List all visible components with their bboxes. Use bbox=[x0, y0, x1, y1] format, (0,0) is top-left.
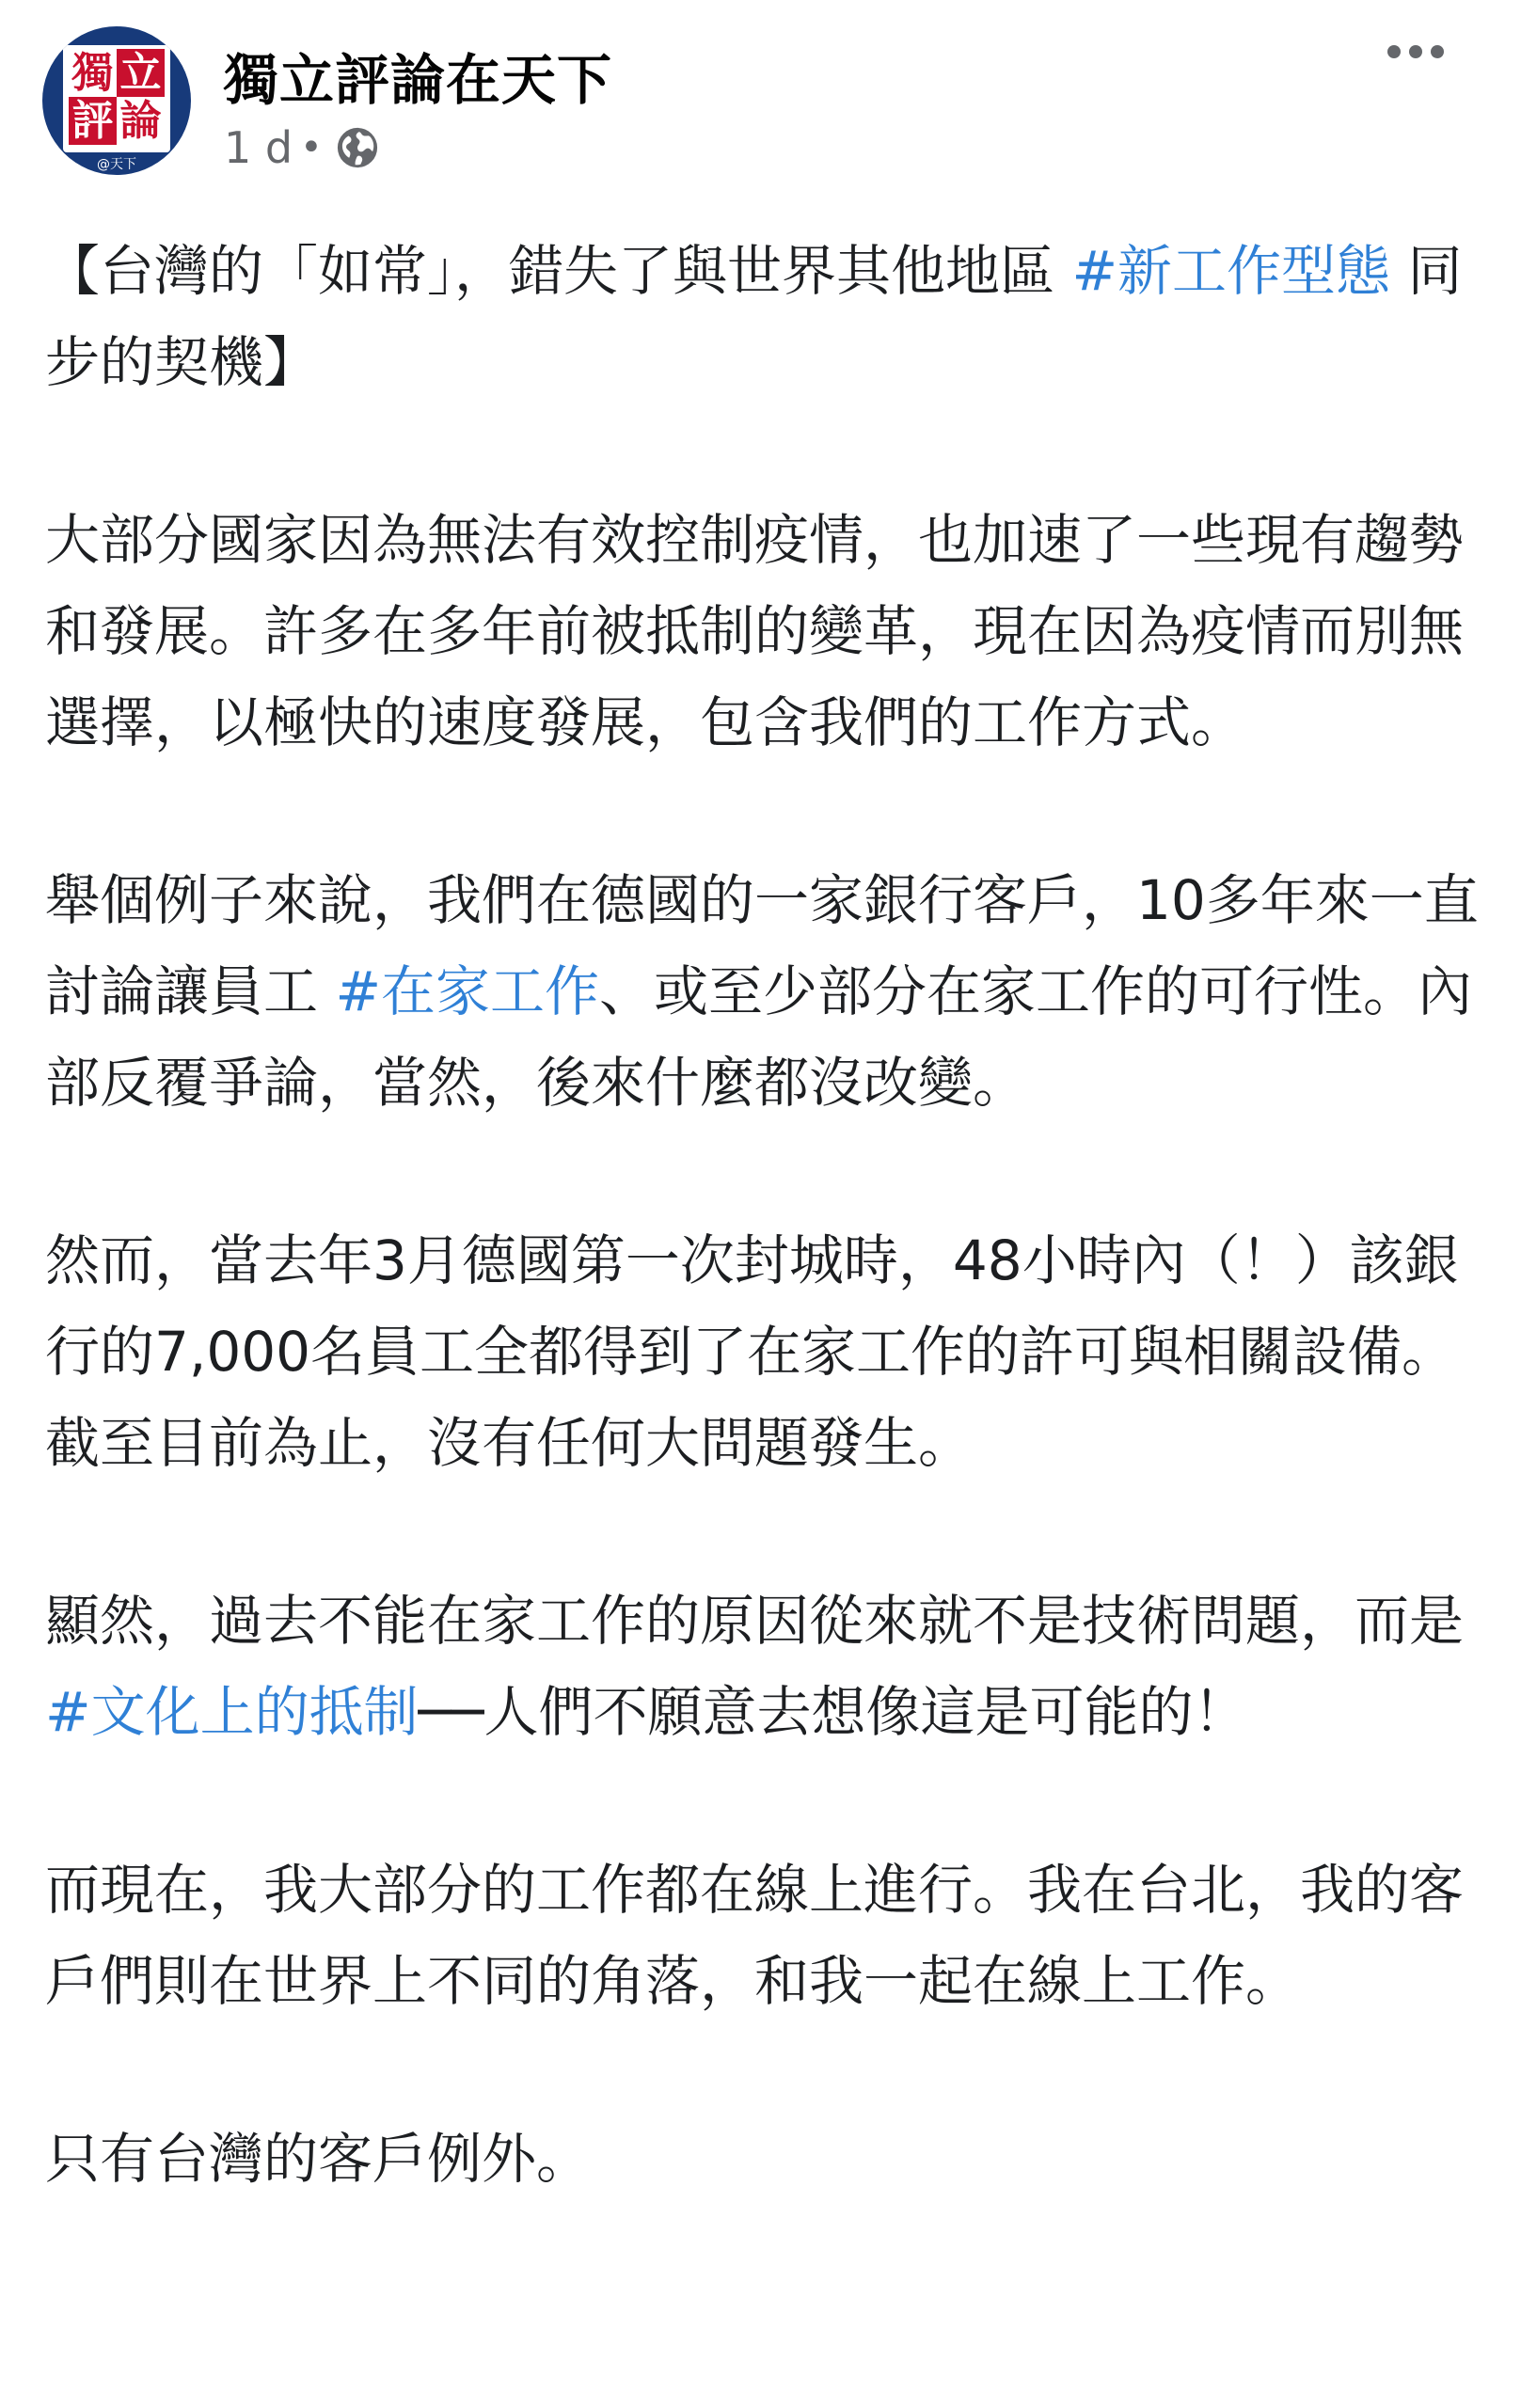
post-meta bbox=[224, 122, 379, 173]
post-timestamp[interactable]: 1 d bbox=[224, 122, 293, 173]
paragraph-5: 而現在，我大部分的工作都在線上進行。我在台北，我的客戶們則在世界上不同的角落，和我一起在線上工作。 bbox=[45, 1858, 1465, 2013]
page-name-link[interactable]: 獨立評論在天下 bbox=[224, 48, 613, 112]
hashtag-cultural-resistance[interactable]: #文化上的抵制 bbox=[45, 1680, 419, 1744]
avatar-logo-grid bbox=[69, 49, 165, 145]
more-dot-icon bbox=[1431, 45, 1444, 58]
paragraph-2-before: 舉個例子來說，我們在德國的一家銀行客戶，10多年來一直討論讓員工 bbox=[45, 868, 1479, 1023]
hashtag-new-work-style[interactable]: #新工作型態 bbox=[1071, 239, 1391, 303]
meta-separator: • bbox=[300, 126, 323, 169]
post-body bbox=[45, 226, 1484, 2205]
avatar-char-3: 評 bbox=[69, 97, 117, 145]
hashtag-work-from-home[interactable]: #在家工作 bbox=[335, 959, 600, 1023]
avatar-char-4: 論 bbox=[119, 96, 162, 145]
paragraph-6: 只有台灣的客戶例外。 bbox=[45, 2127, 592, 2191]
post-header bbox=[0, 0, 1521, 188]
globe-icon[interactable] bbox=[336, 126, 379, 169]
paragraph-1: 大部分國家因為無法有效控制疫情，也加速了一些現有趨勢和發展。許多在多年前被抵制的變革，現在因為疫情而別無選擇，以極快的速度發展，包含我們的工作方式。 bbox=[45, 508, 1465, 754]
more-options-button[interactable] bbox=[1387, 45, 1444, 58]
paragraph-4-after: ──人們不願意去想像這是可能的！ bbox=[418, 1680, 1248, 1744]
title-text-before: 【台灣的「如常」，錯失了與世界其他地區 bbox=[45, 239, 1072, 303]
paragraph-4 bbox=[45, 1576, 1484, 1758]
more-dot-icon bbox=[1387, 45, 1401, 58]
post-title bbox=[45, 226, 1484, 408]
avatar-char-1: 獨 bbox=[71, 48, 114, 97]
paragraph-4-before: 顯然，過去不能在家工作的原因從來就不是技術問題，而是 bbox=[45, 1589, 1481, 1653]
avatar-logo bbox=[63, 45, 170, 152]
page-avatar[interactable] bbox=[42, 26, 191, 175]
avatar-caption: @天下 bbox=[97, 157, 136, 172]
paragraph-3: 然而，當去年3月德國第一次封城時，48小時內（！）該銀行的7,000名員工全都得到了在家工作的許可與相關設備。截至目前為止，沒有任何大問題發生。 bbox=[45, 1228, 1459, 1475]
paragraph-2 bbox=[45, 855, 1484, 1129]
avatar-char-2: 立 bbox=[117, 49, 165, 97]
title-text-after: 同步的契機】 bbox=[45, 239, 1463, 394]
paragraph-2-after: 、或至少部分在家工作的可行性。內部反覆爭論，當然，後來什麼都沒改變。 bbox=[45, 959, 1473, 1115]
more-dot-icon bbox=[1409, 45, 1422, 58]
